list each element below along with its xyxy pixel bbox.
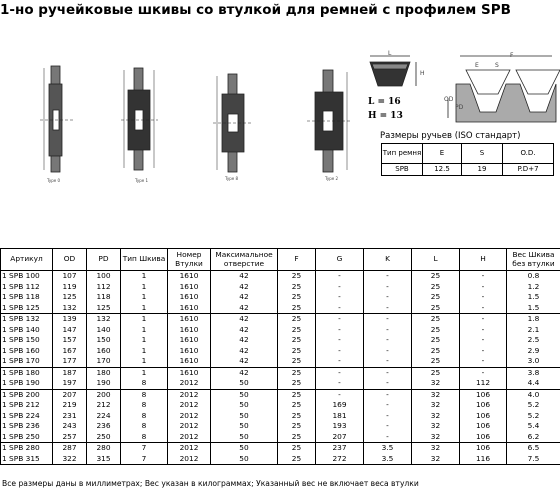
table-cell: 125 — [53, 292, 87, 303]
table-cell: 1610 — [168, 335, 211, 346]
table-cell: 42 — [211, 282, 278, 293]
table-cell: 1 SPB 224 — [1, 411, 53, 422]
table-cell: 170 — [87, 356, 121, 367]
groove-header-row — [382, 144, 554, 164]
table-cell: 132 — [87, 314, 121, 325]
table-cell: 42 — [211, 271, 278, 282]
table-cell: - — [460, 325, 507, 336]
table-cell: 236 — [87, 421, 121, 432]
table-cell: - — [364, 282, 412, 293]
table-cell: - — [460, 303, 507, 314]
table-row — [1, 400, 560, 411]
table-row — [1, 367, 560, 378]
page-title: 1-но ручейковые шкивы со втулкой для ремней с профилем SPB — [0, 2, 511, 18]
table-cell: 1 SPB 132 — [1, 314, 53, 325]
table-cell: 1 SPB 140 — [1, 325, 53, 336]
table-cell: 139 — [53, 314, 87, 325]
groove-cell: P.D+7 — [503, 164, 554, 176]
groove-caption: Размеры ручьев (ISO стандарт) — [380, 131, 521, 141]
table-cell: 7.5 — [507, 454, 560, 465]
table-cell: 100 — [87, 271, 121, 282]
table-cell: 1 SPB 315 — [1, 454, 53, 465]
table-cell: 150 — [87, 335, 121, 346]
table-cell: 187 — [53, 367, 87, 378]
col-header-g: G — [316, 249, 364, 271]
table-cell: 160 — [87, 346, 121, 357]
table-cell: 193 — [316, 421, 364, 432]
table-cell: 106 — [460, 421, 507, 432]
table-cell: 237 — [316, 443, 364, 454]
table-cell: 2012 — [168, 400, 211, 411]
groove-table — [381, 143, 554, 176]
belt-l-value: L = 16 — [368, 97, 401, 107]
groove-header-cell: Тип ремня — [382, 144, 423, 164]
table-cell: 1 SPB 280 — [1, 443, 53, 454]
table-cell: 25 — [278, 443, 316, 454]
table-cell: 1 SPB 100 — [1, 271, 53, 282]
table-cell: - — [460, 271, 507, 282]
table-cell: 207 — [316, 432, 364, 443]
table-cell: 1 SPB 118 — [1, 292, 53, 303]
table-cell: - — [364, 335, 412, 346]
table-cell: 0.8 — [507, 271, 560, 282]
table-cell: 157 — [53, 335, 87, 346]
table-row — [1, 335, 560, 346]
table-cell: - — [460, 346, 507, 357]
table-cell: 2012 — [168, 454, 211, 465]
table-cell: 1 SPB 250 — [1, 432, 53, 443]
table-cell: - — [316, 378, 364, 389]
table-cell: 25 — [412, 314, 460, 325]
table-row — [1, 282, 560, 293]
table-cell: 1610 — [168, 314, 211, 325]
groove-cell: SPB — [382, 164, 423, 176]
table-cell: 132 — [53, 303, 87, 314]
col-header-article: Артикул — [1, 249, 53, 271]
table-cell: - — [316, 271, 364, 282]
table-cell: 212 — [87, 400, 121, 411]
table-cell: 280 — [87, 443, 121, 454]
table-row — [1, 356, 560, 367]
table-cell: 106 — [460, 432, 507, 443]
footnote: Все размеры даны в миллиметрах; Вес указан в килограммах; Указанный вес не включает веса втулки — [2, 479, 419, 488]
col-header-l: L — [412, 249, 460, 271]
table-cell: 25 — [278, 271, 316, 282]
table-cell: 25 — [412, 303, 460, 314]
pulley-drawing-type0 — [35, 62, 80, 182]
table-cell: - — [364, 325, 412, 336]
groove-od-marker: OD — [444, 96, 454, 103]
table-cell: 169 — [316, 400, 364, 411]
table-cell: 181 — [316, 411, 364, 422]
groove-header-cell: S — [462, 144, 503, 164]
pulley-drawing-type8 — [210, 70, 255, 180]
table-cell: 25 — [278, 356, 316, 367]
table-cell: 2012 — [168, 378, 211, 389]
table-cell: 32 — [412, 454, 460, 465]
table-cell: 272 — [316, 454, 364, 465]
groove-pd-marker: PD — [455, 104, 464, 111]
table-cell: 322 — [53, 454, 87, 465]
table-cell: 1610 — [168, 292, 211, 303]
table-cell: - — [364, 367, 412, 378]
table-row — [1, 303, 560, 314]
table-cell: 8 — [121, 389, 168, 400]
table-cell: 5.4 — [507, 421, 560, 432]
table-cell: 3.0 — [507, 356, 560, 367]
table-cell: 1610 — [168, 303, 211, 314]
table-cell: - — [364, 314, 412, 325]
table-cell: - — [364, 411, 412, 422]
table-cell: 112 — [87, 282, 121, 293]
col-header-type: Тип Шкива — [121, 249, 168, 271]
table-cell: 1 SPB 125 — [1, 303, 53, 314]
table-cell: - — [460, 367, 507, 378]
table-cell: - — [364, 378, 412, 389]
table-cell: 250 — [87, 432, 121, 443]
table-cell: 8 — [121, 411, 168, 422]
table-cell: 119 — [53, 282, 87, 293]
spec-header-row — [1, 249, 560, 271]
belt-h-marker: H — [420, 70, 425, 77]
table-cell: 1610 — [168, 356, 211, 367]
table-cell: 180 — [87, 367, 121, 378]
table-cell: 1 — [121, 314, 168, 325]
drawing-type8-label: Type 8 — [225, 176, 239, 181]
table-cell: 25 — [412, 292, 460, 303]
table-cell: 42 — [211, 346, 278, 357]
table-cell: 25 — [412, 325, 460, 336]
table-cell: 107 — [53, 271, 87, 282]
table-cell: 1 — [121, 271, 168, 282]
table-cell: 50 — [211, 389, 278, 400]
table-cell: 1 — [121, 346, 168, 357]
table-row — [1, 314, 560, 325]
table-row — [1, 421, 560, 432]
table-cell: 3.8 — [507, 367, 560, 378]
table-cell: 1610 — [168, 325, 211, 336]
table-cell: 25 — [278, 325, 316, 336]
table-cell: - — [460, 314, 507, 325]
table-cell: 42 — [211, 367, 278, 378]
table-cell: 1 — [121, 303, 168, 314]
table-cell: 8 — [121, 378, 168, 389]
table-cell: 1.5 — [507, 292, 560, 303]
table-cell: 50 — [211, 378, 278, 389]
table-cell: 32 — [412, 421, 460, 432]
table-cell: 116 — [460, 454, 507, 465]
table-cell: - — [364, 292, 412, 303]
table-row — [1, 389, 560, 400]
table-cell: 32 — [412, 443, 460, 454]
belt-dimensions — [368, 97, 403, 121]
table-cell: - — [316, 292, 364, 303]
table-cell: 25 — [412, 346, 460, 357]
table-cell: - — [316, 356, 364, 367]
table-cell: 140 — [87, 325, 121, 336]
table-cell: 32 — [412, 400, 460, 411]
table-cell: - — [316, 314, 364, 325]
table-cell: 42 — [211, 292, 278, 303]
table-cell: 6.2 — [507, 432, 560, 443]
col-header-f: F — [278, 249, 316, 271]
table-cell: 4.4 — [507, 378, 560, 389]
table-cell: 106 — [460, 443, 507, 454]
table-cell: 25 — [278, 303, 316, 314]
table-cell: 42 — [211, 314, 278, 325]
table-cell: 147 — [53, 325, 87, 336]
col-header-max-bore: Максимальное отверстие — [211, 249, 278, 271]
table-cell: 106 — [460, 389, 507, 400]
table-cell: 32 — [412, 411, 460, 422]
col-header-weight: Вес Шкива без втулки — [507, 249, 560, 271]
table-cell: 25 — [412, 356, 460, 367]
table-cell: 42 — [211, 303, 278, 314]
table-cell: 5.2 — [507, 411, 560, 422]
groove-f-marker: F — [510, 52, 514, 59]
table-cell: 1610 — [168, 367, 211, 378]
table-cell: 243 — [53, 421, 87, 432]
groove-header-cell: O.D. — [503, 144, 554, 164]
col-header-pd: PD — [87, 249, 121, 271]
table-cell: 1 — [121, 367, 168, 378]
table-cell: 106 — [460, 411, 507, 422]
table-cell: 2012 — [168, 389, 211, 400]
table-cell: 8 — [121, 421, 168, 432]
table-cell: 1 SPB 200 — [1, 389, 53, 400]
table-cell: 1.2 — [507, 282, 560, 293]
table-row — [1, 292, 560, 303]
table-cell: 50 — [211, 411, 278, 422]
table-cell: - — [316, 367, 364, 378]
table-cell: 2.1 — [507, 325, 560, 336]
belt-h-value: H = 13 — [368, 111, 403, 121]
table-cell: 25 — [278, 346, 316, 357]
table-cell: - — [364, 271, 412, 282]
groove-data-row — [382, 164, 554, 176]
table-cell: 25 — [278, 432, 316, 443]
groove-e-marker: E — [475, 62, 479, 69]
groove-profile-drawing — [440, 50, 560, 125]
table-cell: 118 — [87, 292, 121, 303]
table-row — [1, 271, 560, 282]
table-cell: 1 — [121, 325, 168, 336]
table-cell: 7 — [121, 443, 168, 454]
table-cell: 25 — [412, 282, 460, 293]
groove-cell: 12.5 — [423, 164, 462, 176]
table-cell: 2012 — [168, 421, 211, 432]
table-cell: - — [364, 389, 412, 400]
table-cell: 25 — [412, 335, 460, 346]
table-cell: 287 — [53, 443, 87, 454]
belt-l-marker: L — [388, 50, 392, 57]
table-cell: 50 — [211, 400, 278, 411]
table-cell: - — [460, 335, 507, 346]
table-cell: 257 — [53, 432, 87, 443]
table-cell: 5.2 — [507, 400, 560, 411]
table-cell: 3.5 — [364, 454, 412, 465]
table-cell: 1 SPB 150 — [1, 335, 53, 346]
table-cell: 1610 — [168, 346, 211, 357]
table-cell: 1 — [121, 282, 168, 293]
pulley-drawing-type1 — [118, 62, 163, 182]
col-header-k: K — [364, 249, 412, 271]
groove-s-marker: S — [495, 62, 499, 69]
table-cell: 315 — [87, 454, 121, 465]
table-cell: 1610 — [168, 282, 211, 293]
table-cell: 1 SPB 170 — [1, 356, 53, 367]
table-row — [1, 325, 560, 336]
table-cell: 25 — [278, 389, 316, 400]
pulley-spec-table — [0, 248, 560, 465]
table-cell: 224 — [87, 411, 121, 422]
table-cell: 1 SPB 190 — [1, 378, 53, 389]
table-row — [1, 411, 560, 422]
table-cell: 167 — [53, 346, 87, 357]
table-cell: 1 — [121, 292, 168, 303]
table-cell: 25 — [278, 367, 316, 378]
table-cell: 25 — [278, 282, 316, 293]
col-header-od: OD — [53, 249, 87, 271]
table-cell: 32 — [412, 378, 460, 389]
table-cell: 1.5 — [507, 303, 560, 314]
table-cell: - — [316, 303, 364, 314]
table-cell: 6.5 — [507, 443, 560, 454]
pulley-drawing-type2 — [305, 64, 355, 179]
table-cell: - — [364, 421, 412, 432]
table-cell: 42 — [211, 325, 278, 336]
table-cell: 106 — [460, 400, 507, 411]
table-row — [1, 378, 560, 389]
table-cell: 1 SPB 236 — [1, 421, 53, 432]
table-cell: - — [316, 346, 364, 357]
table-cell: 231 — [53, 411, 87, 422]
table-cell: 8 — [121, 400, 168, 411]
table-row — [1, 432, 560, 443]
table-cell: 32 — [412, 389, 460, 400]
table-cell: 25 — [278, 378, 316, 389]
table-cell: 50 — [211, 443, 278, 454]
table-cell: 42 — [211, 335, 278, 346]
table-cell: 1.8 — [507, 314, 560, 325]
table-cell: 25 — [278, 421, 316, 432]
table-cell: 190 — [87, 378, 121, 389]
table-cell: 219 — [53, 400, 87, 411]
table-row — [1, 443, 560, 454]
table-cell: 112 — [460, 378, 507, 389]
table-cell: 1 — [121, 356, 168, 367]
table-cell: 32 — [412, 432, 460, 443]
table-cell: - — [316, 282, 364, 293]
table-cell: 25 — [278, 292, 316, 303]
table-cell: - — [364, 400, 412, 411]
table-cell: 8 — [121, 432, 168, 443]
table-cell: 1 SPB 180 — [1, 367, 53, 378]
table-cell: - — [364, 346, 412, 357]
table-cell: - — [364, 356, 412, 367]
table-cell: 42 — [211, 356, 278, 367]
table-cell: 4.0 — [507, 389, 560, 400]
groove-header-cell: E — [423, 144, 462, 164]
table-row — [1, 454, 560, 465]
table-cell: 197 — [53, 378, 87, 389]
table-cell: 1 SPB 160 — [1, 346, 53, 357]
col-header-bush: Номер Втулки — [168, 249, 211, 271]
table-cell: - — [364, 303, 412, 314]
table-cell: 2012 — [168, 443, 211, 454]
drawing-type1-label: Type 1 — [135, 178, 149, 183]
table-cell: - — [316, 335, 364, 346]
belt-profile-drawing — [366, 50, 428, 98]
drawing-type0-label: Type 0 — [47, 178, 61, 183]
table-cell: 25 — [412, 367, 460, 378]
table-cell: 50 — [211, 454, 278, 465]
table-cell: 177 — [53, 356, 87, 367]
table-cell: 2012 — [168, 432, 211, 443]
table-cell: 1 — [121, 335, 168, 346]
table-cell: 50 — [211, 432, 278, 443]
table-cell: 125 — [87, 303, 121, 314]
table-cell: 2.5 — [507, 335, 560, 346]
table-cell: 25 — [278, 335, 316, 346]
table-cell: 2.9 — [507, 346, 560, 357]
table-cell: 25 — [412, 271, 460, 282]
table-cell: - — [460, 292, 507, 303]
spec-table-body — [1, 271, 560, 465]
drawing-type2-label: Type 2 — [325, 176, 339, 181]
table-cell: 1 SPB 112 — [1, 282, 53, 293]
table-cell: 25 — [278, 400, 316, 411]
table-cell: 1610 — [168, 271, 211, 282]
table-cell: - — [316, 389, 364, 400]
table-cell: 207 — [53, 389, 87, 400]
table-cell: 7 — [121, 454, 168, 465]
col-header-h: H — [460, 249, 507, 271]
table-cell: 1 SPB 212 — [1, 400, 53, 411]
table-cell: - — [364, 432, 412, 443]
table-cell: 3.5 — [364, 443, 412, 454]
table-cell: 25 — [278, 314, 316, 325]
table-cell: 25 — [278, 454, 316, 465]
table-cell: 200 — [87, 389, 121, 400]
table-cell: 2012 — [168, 411, 211, 422]
table-cell: 25 — [278, 411, 316, 422]
table-cell: - — [316, 325, 364, 336]
table-cell: - — [460, 356, 507, 367]
table-cell: 50 — [211, 421, 278, 432]
table-row — [1, 346, 560, 357]
groove-cell: 19 — [462, 164, 503, 176]
table-cell: - — [460, 282, 507, 293]
